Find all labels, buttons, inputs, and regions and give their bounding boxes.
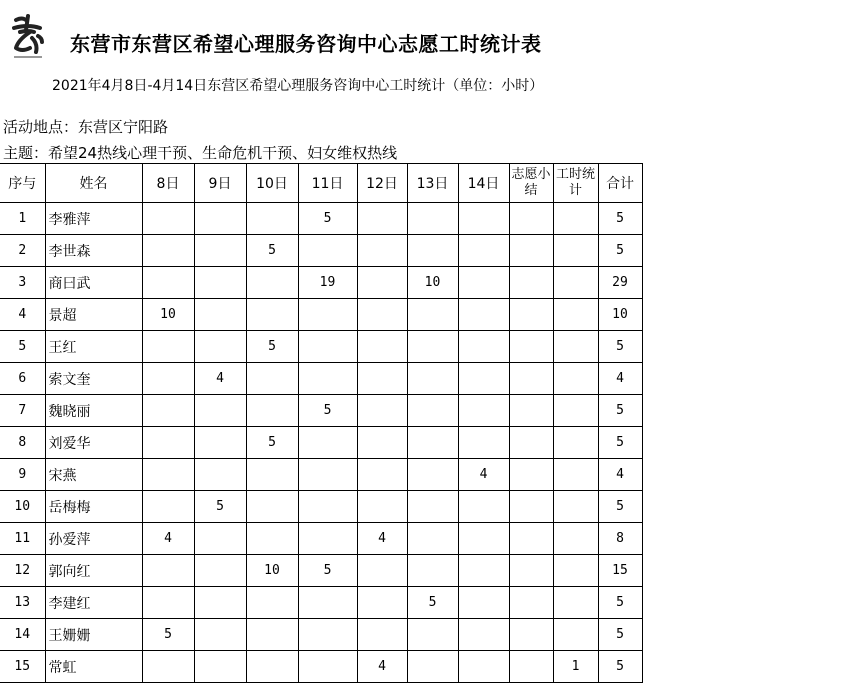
cell-day-8: 10 (142, 299, 194, 331)
cell-day-11 (298, 363, 357, 395)
cell-day-11 (298, 459, 357, 491)
cell-day-14 (458, 427, 509, 459)
cell-day-8 (142, 427, 194, 459)
cell-day-9: 5 (194, 491, 246, 523)
cell-summary (509, 491, 553, 523)
cell-total: 5 (598, 619, 642, 651)
cell-total: 29 (598, 267, 642, 299)
cell-name: 王姗姗 (45, 619, 142, 651)
cell-day-11 (298, 523, 357, 555)
table-row (0, 427, 642, 459)
page-title: 东营市东营区希望心理服务咨询中心志愿工时统计表 (70, 32, 542, 56)
cell-day-11 (298, 651, 357, 683)
col-header-total: 合计 (598, 164, 642, 203)
cell-total: 5 (598, 331, 642, 363)
cell-day-11 (298, 299, 357, 331)
col-header-day-14: 14日 (458, 164, 509, 203)
table-header-row (0, 164, 642, 203)
cell-day-12 (357, 555, 407, 587)
cell-day-11 (298, 491, 357, 523)
cell-day-12 (357, 587, 407, 619)
cell-day-8: 4 (142, 523, 194, 555)
cell-day-9 (194, 331, 246, 363)
cell-hours: 1 (553, 651, 598, 683)
cell-summary (509, 619, 553, 651)
cell-day-12 (357, 459, 407, 491)
cell-day-14 (458, 331, 509, 363)
cell-no: 8 (0, 427, 45, 459)
cell-day-12 (357, 363, 407, 395)
col-header-day-10: 10日 (246, 164, 298, 203)
cell-hours (553, 491, 598, 523)
cell-hours (553, 427, 598, 459)
cell-total: 5 (598, 651, 642, 683)
cell-day-8 (142, 555, 194, 587)
col-header-hours: 工时统计 (553, 164, 598, 203)
cell-day-11: 5 (298, 555, 357, 587)
table-row (0, 459, 642, 491)
col-header-name: 姓名 (45, 164, 142, 203)
cell-day-11 (298, 331, 357, 363)
cell-no: 7 (0, 395, 45, 427)
cell-day-12 (357, 619, 407, 651)
table-row (0, 331, 642, 363)
cell-day-13 (407, 299, 458, 331)
cell-no: 5 (0, 331, 45, 363)
cell-day-9 (194, 427, 246, 459)
cell-day-10: 5 (246, 235, 298, 267)
cell-day-9: 4 (194, 363, 246, 395)
cell-summary (509, 523, 553, 555)
cell-day-13 (407, 459, 458, 491)
cell-day-10 (246, 491, 298, 523)
cell-day-14 (458, 395, 509, 427)
cell-day-9 (194, 619, 246, 651)
table-row (0, 363, 642, 395)
table-row (0, 267, 642, 299)
cell-day-9 (194, 395, 246, 427)
col-header-summary: 志愿小结 (509, 164, 553, 203)
cell-total: 5 (598, 395, 642, 427)
cell-summary (509, 363, 553, 395)
cell-name: 常虹 (45, 651, 142, 683)
cell-day-8 (142, 235, 194, 267)
cell-day-8 (142, 491, 194, 523)
table-row (0, 491, 642, 523)
cell-day-13 (407, 203, 458, 235)
cell-day-8 (142, 203, 194, 235)
cell-day-9 (194, 203, 246, 235)
cell-day-13: 10 (407, 267, 458, 299)
cell-day-13 (407, 331, 458, 363)
cell-day-13 (407, 491, 458, 523)
col-header-no: 序与 (0, 164, 45, 203)
cell-hours (553, 203, 598, 235)
cell-day-14 (458, 491, 509, 523)
cell-day-10 (246, 619, 298, 651)
cell-no: 1 (0, 203, 45, 235)
cell-no: 4 (0, 299, 45, 331)
cell-day-11: 5 (298, 395, 357, 427)
cell-day-8 (142, 331, 194, 363)
cell-hours (553, 299, 598, 331)
cell-day-8: 5 (142, 619, 194, 651)
cell-day-13 (407, 235, 458, 267)
col-header-day-11: 11日 (298, 164, 357, 203)
volunteer-logo-icon (8, 14, 48, 62)
cell-day-9 (194, 235, 246, 267)
cell-total: 4 (598, 363, 642, 395)
cell-hours (553, 555, 598, 587)
cell-day-10 (246, 299, 298, 331)
cell-day-12 (357, 331, 407, 363)
col-header-day-13: 13日 (407, 164, 458, 203)
cell-day-9 (194, 523, 246, 555)
cell-day-9 (194, 587, 246, 619)
cell-day-13 (407, 523, 458, 555)
cell-name: 李建红 (45, 587, 142, 619)
cell-name: 宋燕 (45, 459, 142, 491)
cell-summary (509, 555, 553, 587)
table-row (0, 203, 642, 235)
cell-summary (509, 203, 553, 235)
table-row (0, 235, 642, 267)
cell-total: 5 (598, 491, 642, 523)
hours-table (0, 163, 643, 683)
cell-day-13 (407, 651, 458, 683)
cell-day-11 (298, 235, 357, 267)
table-row (0, 299, 642, 331)
cell-day-14 (458, 619, 509, 651)
cell-day-8 (142, 395, 194, 427)
cell-day-14: 4 (458, 459, 509, 491)
cell-day-10 (246, 267, 298, 299)
cell-hours (553, 619, 598, 651)
table-row (0, 587, 642, 619)
cell-no: 14 (0, 619, 45, 651)
cell-day-8 (142, 363, 194, 395)
cell-hours (553, 363, 598, 395)
cell-day-12: 4 (357, 651, 407, 683)
cell-day-13 (407, 363, 458, 395)
cell-hours (553, 395, 598, 427)
cell-no: 12 (0, 555, 45, 587)
cell-day-10 (246, 651, 298, 683)
cell-day-14 (458, 523, 509, 555)
cell-day-11 (298, 619, 357, 651)
table-row (0, 523, 642, 555)
cell-day-14 (458, 651, 509, 683)
cell-name: 刘爱华 (45, 427, 142, 459)
cell-day-12 (357, 299, 407, 331)
cell-day-14 (458, 555, 509, 587)
cell-day-14 (458, 587, 509, 619)
cell-total: 5 (598, 587, 642, 619)
activity-location: 活动地点：东营区宁阳路 (3, 118, 169, 136)
cell-day-11: 5 (298, 203, 357, 235)
cell-total: 8 (598, 523, 642, 555)
cell-name: 景超 (45, 299, 142, 331)
cell-name: 李雅萍 (45, 203, 142, 235)
cell-day-13: 5 (407, 587, 458, 619)
cell-name: 李世森 (45, 235, 142, 267)
cell-no: 6 (0, 363, 45, 395)
cell-day-9 (194, 459, 246, 491)
cell-no: 11 (0, 523, 45, 555)
col-header-day-8: 8日 (142, 164, 194, 203)
cell-summary (509, 267, 553, 299)
cell-day-10: 5 (246, 427, 298, 459)
cell-day-9 (194, 555, 246, 587)
cell-day-12 (357, 491, 407, 523)
cell-day-8 (142, 587, 194, 619)
cell-no: 9 (0, 459, 45, 491)
cell-total: 15 (598, 555, 642, 587)
cell-hours (553, 331, 598, 363)
cell-total: 4 (598, 459, 642, 491)
cell-summary (509, 331, 553, 363)
cell-day-13 (407, 619, 458, 651)
table-body (0, 203, 642, 683)
cell-day-10 (246, 459, 298, 491)
cell-day-10 (246, 587, 298, 619)
cell-name: 王红 (45, 331, 142, 363)
cell-day-12: 4 (357, 523, 407, 555)
cell-name: 商曰武 (45, 267, 142, 299)
cell-no: 15 (0, 651, 45, 683)
cell-summary (509, 587, 553, 619)
cell-day-12 (357, 427, 407, 459)
cell-day-10 (246, 523, 298, 555)
cell-day-14 (458, 267, 509, 299)
cell-hours (553, 523, 598, 555)
cell-day-9 (194, 267, 246, 299)
cell-day-12 (357, 395, 407, 427)
cell-day-8 (142, 267, 194, 299)
cell-day-13 (407, 427, 458, 459)
cell-hours (553, 587, 598, 619)
cell-total: 5 (598, 427, 642, 459)
cell-day-8 (142, 651, 194, 683)
page-subtitle: 2021年4月8日-4月14日东营区希望心理服务咨询中心工时统计（单位：小时） (52, 78, 544, 94)
cell-day-9 (194, 651, 246, 683)
cell-day-10 (246, 395, 298, 427)
col-header-day-9: 9日 (194, 164, 246, 203)
col-header-day-12: 12日 (357, 164, 407, 203)
cell-day-10 (246, 203, 298, 235)
cell-day-10 (246, 363, 298, 395)
cell-day-11 (298, 587, 357, 619)
cell-no: 13 (0, 587, 45, 619)
cell-no: 3 (0, 267, 45, 299)
cell-no: 10 (0, 491, 45, 523)
activity-theme: 主题：希望24热线心理干预、生命危机干预、妇女维权热线 (3, 144, 398, 162)
cell-day-10: 10 (246, 555, 298, 587)
cell-name: 郭向红 (45, 555, 142, 587)
cell-day-14 (458, 235, 509, 267)
table-row (0, 395, 642, 427)
cell-day-13 (407, 555, 458, 587)
cell-day-13 (407, 395, 458, 427)
cell-day-10: 5 (246, 331, 298, 363)
cell-day-11 (298, 427, 357, 459)
cell-name: 孙爱萍 (45, 523, 142, 555)
cell-summary (509, 427, 553, 459)
cell-hours (553, 267, 598, 299)
cell-day-12 (357, 203, 407, 235)
cell-hours (553, 459, 598, 491)
table-row (0, 619, 642, 651)
table-row (0, 555, 642, 587)
cell-summary (509, 651, 553, 683)
cell-hours (553, 235, 598, 267)
cell-day-8 (142, 459, 194, 491)
cell-name: 索文奎 (45, 363, 142, 395)
cell-day-11: 19 (298, 267, 357, 299)
cell-total: 10 (598, 299, 642, 331)
cell-name: 魏晓丽 (45, 395, 142, 427)
cell-summary (509, 459, 553, 491)
table-row (0, 651, 642, 683)
cell-day-14 (458, 203, 509, 235)
cell-summary (509, 395, 553, 427)
cell-total: 5 (598, 203, 642, 235)
cell-day-14 (458, 299, 509, 331)
cell-day-12 (357, 267, 407, 299)
cell-no: 2 (0, 235, 45, 267)
cell-day-9 (194, 299, 246, 331)
cell-name: 岳梅梅 (45, 491, 142, 523)
cell-summary (509, 299, 553, 331)
cell-day-14 (458, 363, 509, 395)
cell-summary (509, 235, 553, 267)
cell-total: 5 (598, 235, 642, 267)
cell-day-12 (357, 235, 407, 267)
